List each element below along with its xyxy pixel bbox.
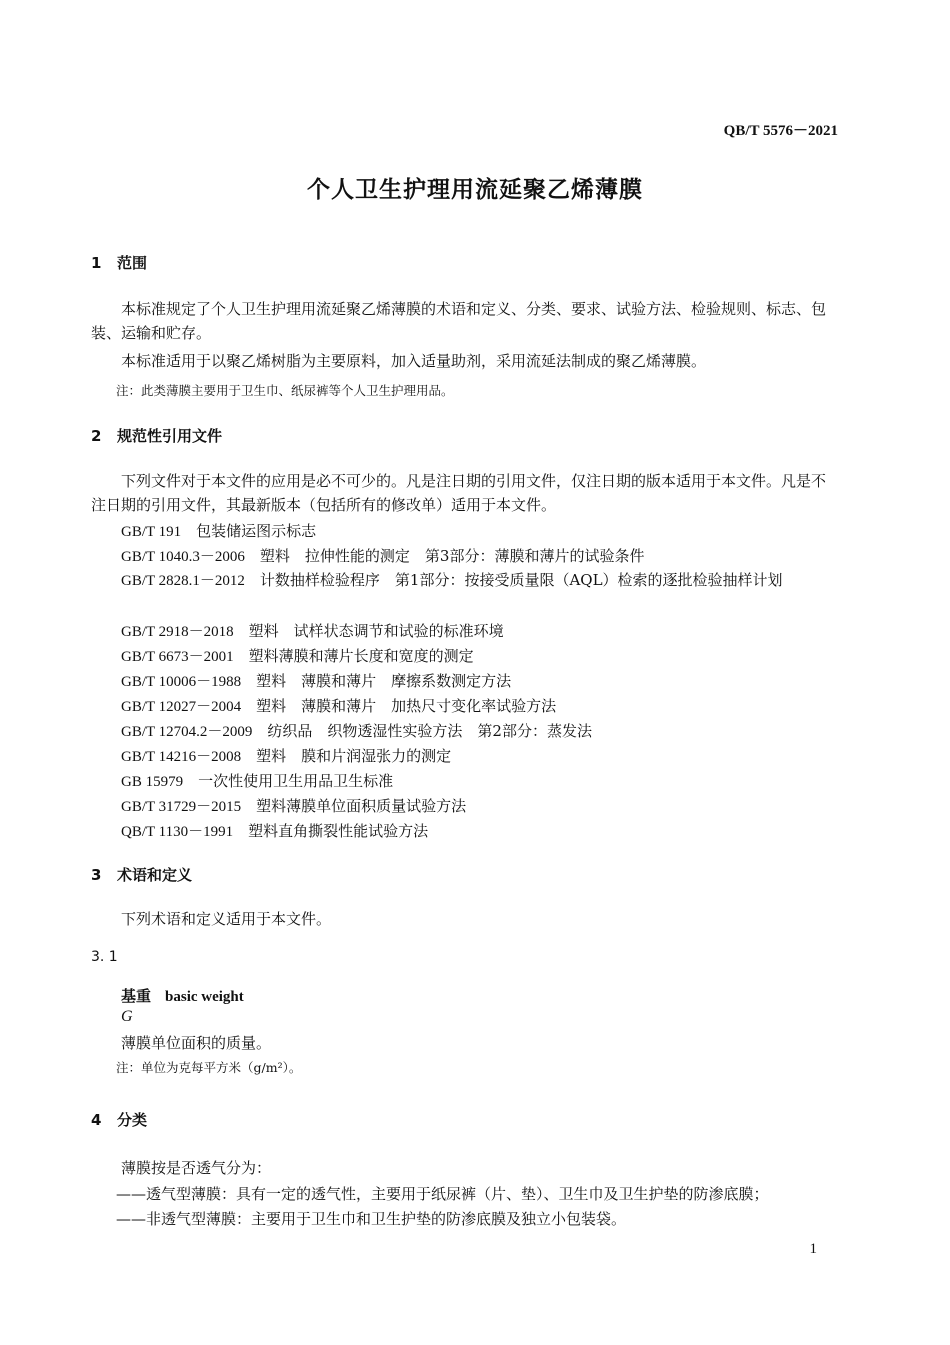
reference-title: 一次性使用卫生用品卫生标准 (198, 772, 394, 790)
reference-code: GB/T 10006－1988 (121, 674, 242, 690)
reference-item (121, 795, 466, 816)
page-number: 1 (809, 1241, 817, 1257)
reference-item (121, 670, 511, 691)
reference-item (121, 820, 428, 841)
reference-code: GB/T 2918－2018 (121, 624, 234, 640)
reference-item (121, 695, 556, 716)
reference-title: 塑料 试样状态调节和试验的标准环境 (248, 622, 504, 640)
reference-code: GB/T 6673－2001 (121, 649, 234, 665)
term-symbol: G (121, 1008, 133, 1025)
section-heading-normative-references (91, 425, 222, 446)
term-chinese: 基重 (121, 987, 152, 1005)
reference-title: 塑料直角撕裂性能试验方法 (248, 822, 429, 840)
reference-title: 包装储运图示标志 (196, 522, 317, 540)
section-heading-classification (91, 1109, 147, 1130)
reference-code: GB/T 191 (121, 524, 182, 540)
section-heading-scope (91, 252, 147, 273)
term-entry (121, 985, 244, 1006)
references-intro: 下列文件对于本文件的应用是必不可少的。凡是注日期的引用文件，仅注日期的版本适用于本文件。凡是不注日期的引用文件，其最新版本（包括所有的修改单）适用于本文件。 (91, 472, 827, 514)
reference-item (121, 520, 316, 541)
section-number: 4 (91, 1111, 102, 1129)
section-number: 1 (91, 254, 102, 272)
reference-code: GB/T 14216－2008 (121, 749, 242, 765)
reference-item (91, 568, 840, 593)
reference-title: 计数抽样检验程序 第1部分：按接受质量限（AQL）检索的逐批检验抽样计划 (259, 571, 783, 589)
section-title: 范围 (117, 254, 148, 272)
reference-code: GB/T 12704.2－2009 (121, 724, 253, 740)
classification-intro: 薄膜按是否透气分为： (121, 1159, 272, 1177)
section-title: 规范性引用文件 (117, 427, 223, 445)
reference-item (121, 770, 393, 791)
section-title: 术语和定义 (117, 866, 193, 884)
document-title: 个人卫生护理用流延聚乙烯薄膜 (307, 177, 643, 203)
scope-note: 注：此类薄膜主要用于卫生巾、纸尿裤等个人卫生护理用品。 (116, 383, 454, 398)
section-number: 2 (91, 427, 102, 445)
reference-code: GB 15979 (121, 774, 184, 790)
section-heading-terms (91, 864, 192, 885)
classification-item-breathable: ——透气型薄膜：具有一定的透气性，主要用于纸尿裤（片、垫）、卫生巾及卫生护垫的防渗底膜； (116, 1185, 769, 1203)
reference-code: GB/T 1040.3－2006 (121, 549, 245, 565)
reference-code: GB/T 31729－2015 (121, 799, 242, 815)
reference-item (121, 620, 504, 641)
reference-item (121, 720, 592, 741)
section-number: 3 (91, 866, 102, 884)
reference-code: GB/T 12027－2004 (121, 699, 242, 715)
reference-item (121, 545, 644, 566)
term-definition: 薄膜单位面积的质量。 (121, 1034, 272, 1052)
clause-number: 3. 1 (91, 949, 118, 965)
reference-title: 塑料 膜和片润湿张力的测定 (256, 747, 452, 765)
reference-title: 纺织品 织物透湿性实验方法 第2部分：蒸发法 (267, 722, 592, 740)
reference-item (121, 645, 474, 666)
term-note: 注：单位为克每平方米（g/m²）。 (116, 1060, 302, 1075)
reference-title: 塑料薄膜单位面积质量试验方法 (256, 797, 467, 815)
classification-item-non-breathable: ——非透气型薄膜：主要用于卫生巾和卫生护垫的防渗底膜及独立小包装袋。 (116, 1210, 627, 1228)
standard-code: QB/T 5576－2021 (723, 123, 838, 139)
reference-code: QB/T 1130－1991 (121, 824, 234, 840)
reference-title: 塑料 拉伸性能的测定 第3部分：薄膜和薄片的试验条件 (259, 547, 645, 565)
reference-title: 塑料 薄膜和薄片 加热尺寸变化率试验方法 (256, 697, 557, 715)
reference-title: 塑料薄膜和薄片长度和宽度的测定 (248, 647, 474, 665)
reference-item (121, 745, 451, 766)
reference-code: GB/T 2828.1－2012 (121, 573, 245, 589)
scope-paragraph-2: 本标准适用于以聚乙烯树脂为主要原料，加入适量助剂，采用流延法制成的聚乙烯薄膜。 (121, 352, 707, 370)
section-title: 分类 (117, 1111, 148, 1129)
scope-paragraph-1: 本标准规定了个人卫生护理用流延聚乙烯薄膜的术语和定义、分类、要求、试验方法、检验规则、标志、包装、运输和贮存。 (91, 300, 827, 342)
reference-title: 塑料 薄膜和薄片 摩擦系数测定方法 (256, 672, 512, 690)
terms-intro: 下列术语和定义适用于本文件。 (121, 910, 332, 928)
term-english: basic weight (165, 989, 244, 1005)
